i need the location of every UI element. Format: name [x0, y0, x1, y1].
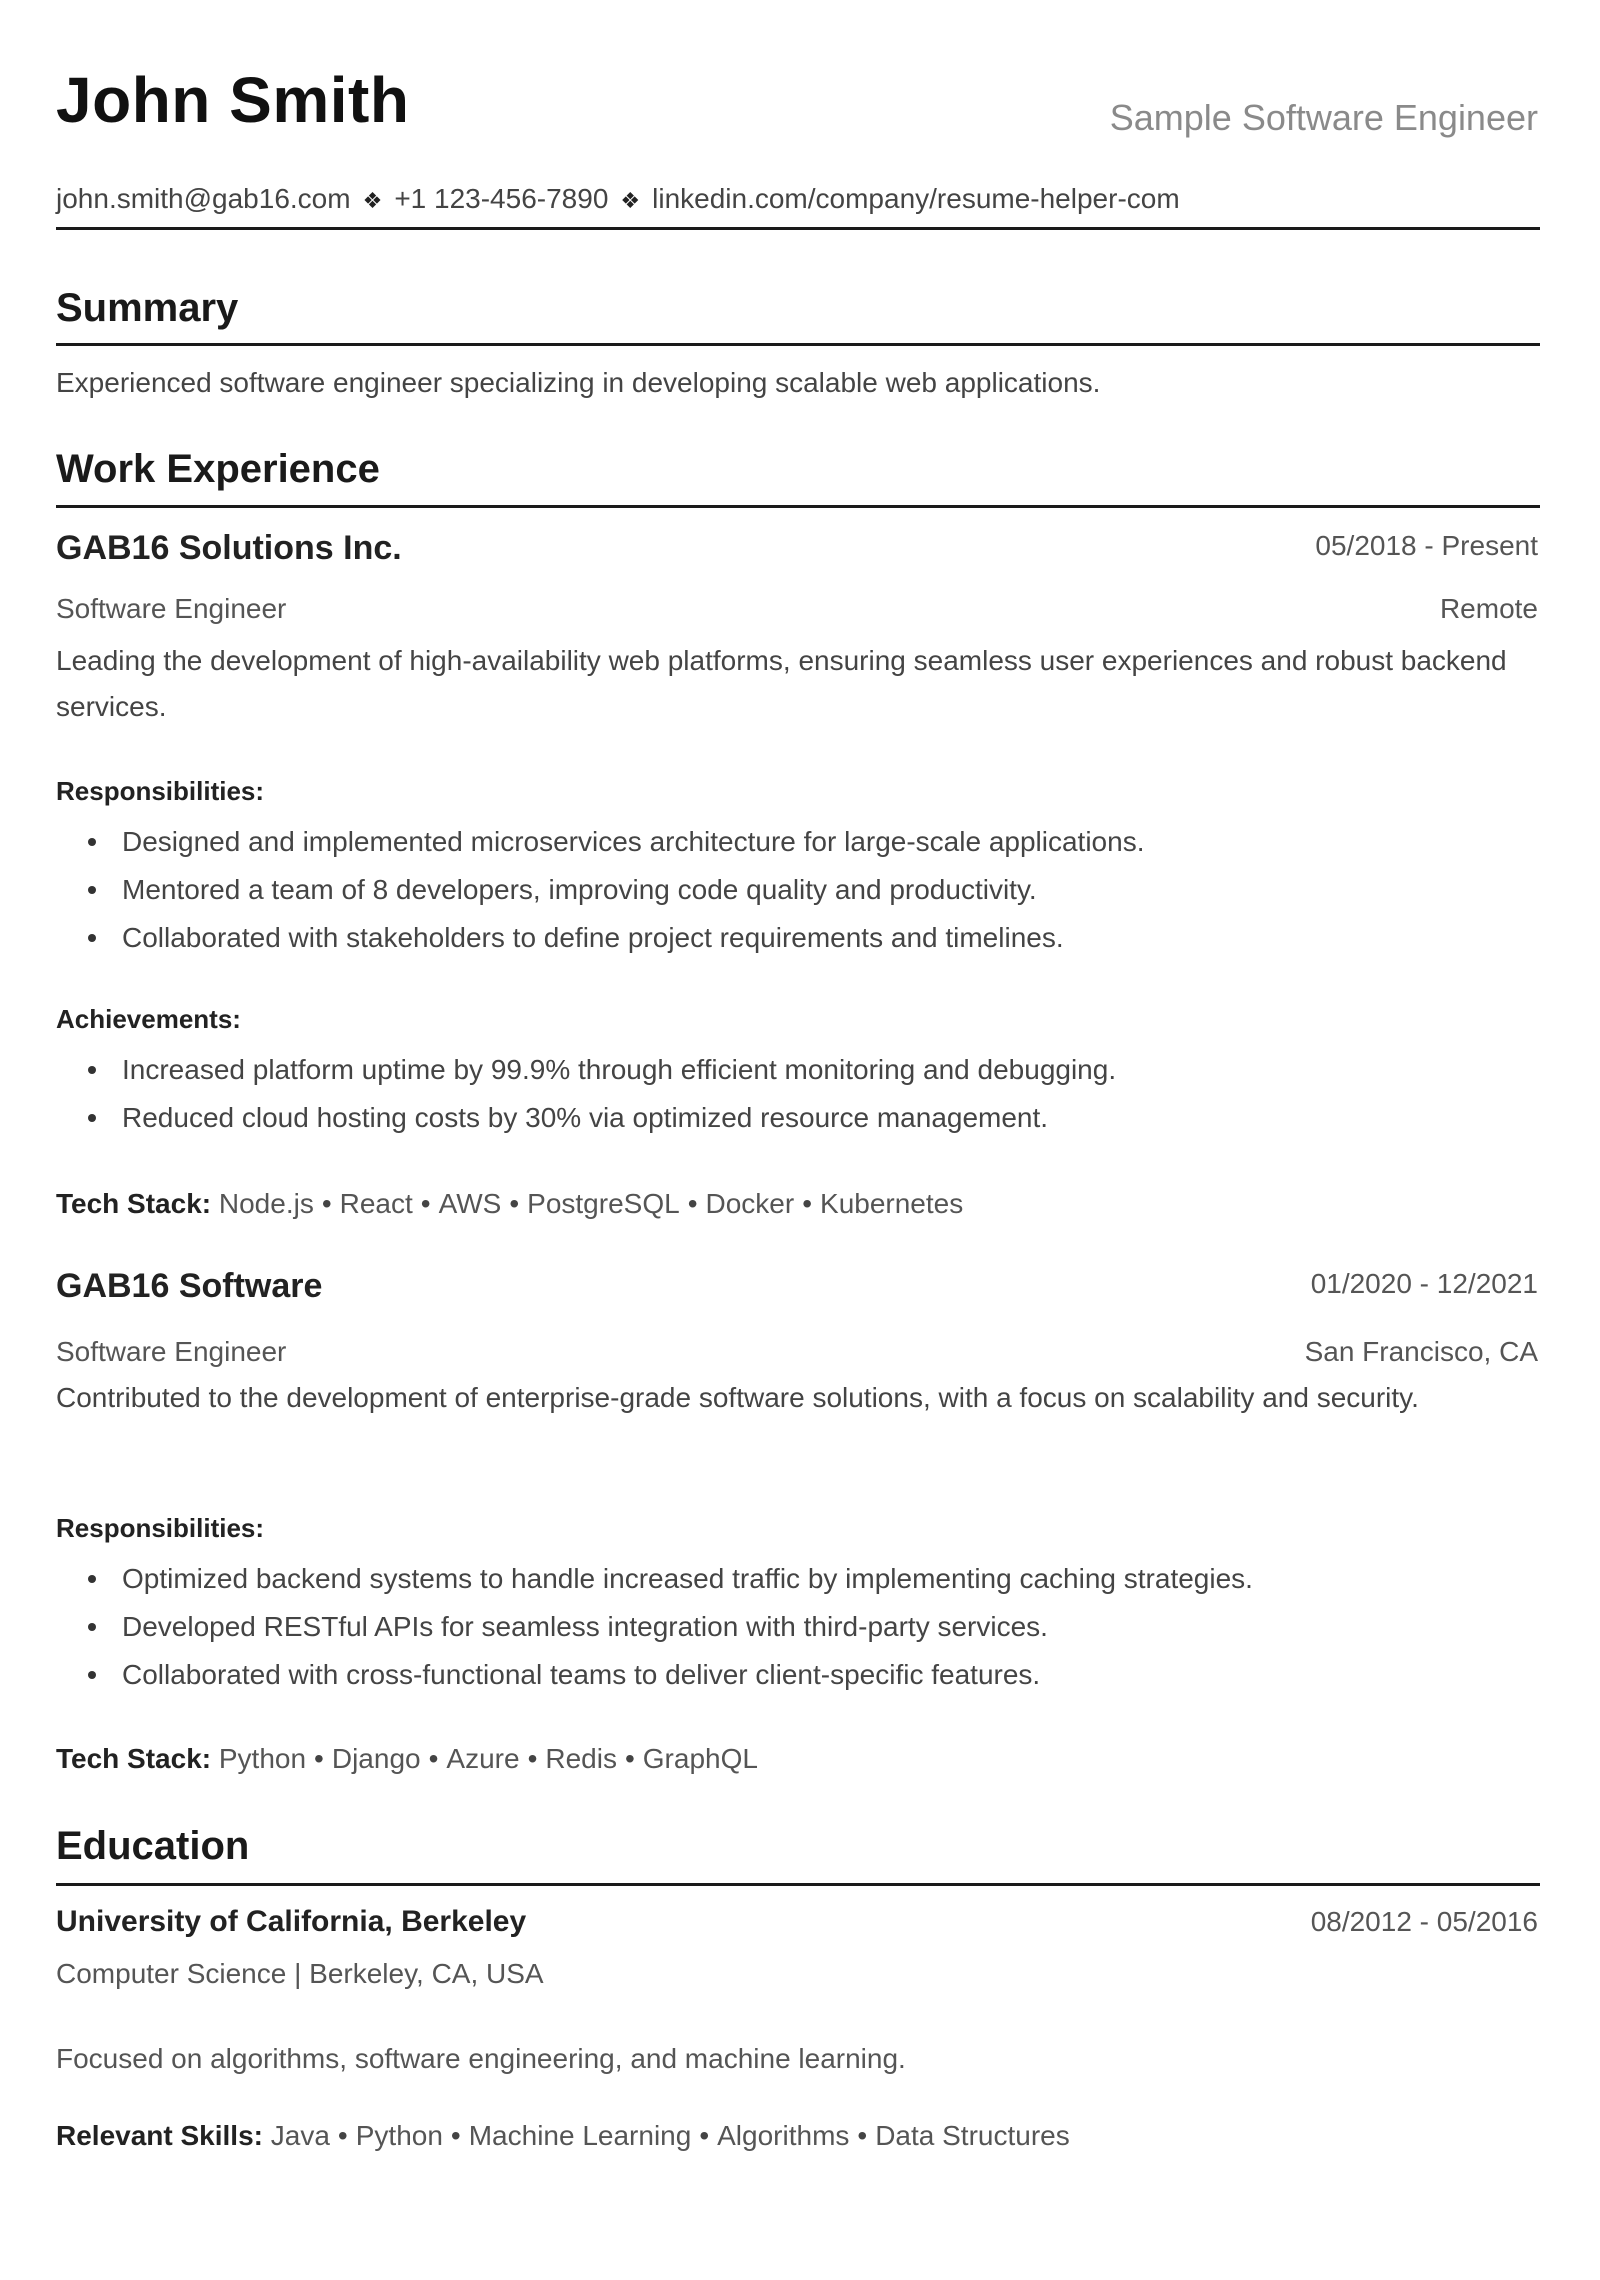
separator-icon: ❖ — [362, 188, 383, 213]
job-role: Software Engineer — [56, 1336, 287, 1367]
list-item: Reduced cloud hosting costs by 30% via optimized resource management. — [56, 1094, 1540, 1142]
job-description: Leading the development of high-availability web platforms, ensuring seamless user experiences and robust backend services. — [56, 645, 1507, 722]
job-role: Software Engineer — [56, 593, 287, 624]
education-heading: Education — [56, 1824, 250, 1868]
tech-stack: Tech Stack: Node.js • React • AWS • PostgreSQL • Docker • Kubernetes — [56, 1188, 964, 1219]
relevant-skills: Relevant Skills: Java • Python • Machine Learning • Algorithms • Data Structures — [56, 2120, 1070, 2151]
summary-heading: Summary — [56, 286, 239, 330]
list-item: Designed and implemented microservices architecture for large-scale applications. — [56, 818, 1540, 866]
tech-stack-label: Tech Stack: — [56, 1743, 212, 1774]
tech-item: Kubernetes — [820, 1188, 964, 1219]
list-item: Collaborated with stakeholders to define project requirements and timelines. — [56, 914, 1540, 962]
job-location: San Francisco, CA — [1304, 1336, 1538, 1367]
skill-item: Python — [355, 2120, 443, 2151]
list-item: Collaborated with cross-functional teams to deliver client-specific features. — [56, 1651, 1540, 1699]
separator-icon: ❖ — [620, 188, 641, 213]
responsibilities-label: Responsibilities: — [56, 776, 265, 806]
linkedin-link[interactable]: linkedin.com/company/resume-helper-com — [652, 183, 1180, 214]
education-dates: 08/2012 - 05/2016 — [1310, 1906, 1538, 1937]
list-item: Optimized backend systems to handle increased traffic by implementing caching strategies. — [56, 1555, 1540, 1603]
job-dates: 05/2018 - Present — [1315, 530, 1538, 561]
job-company: GAB16 Software — [56, 1267, 323, 1305]
tech-item: AWS — [438, 1188, 502, 1219]
tech-item: Azure — [446, 1743, 520, 1774]
tech-item: Redis — [545, 1743, 617, 1774]
contact-line — [56, 185, 1180, 213]
responsibilities-label: Responsibilities: — [56, 1513, 265, 1543]
education-detail: Computer Science | Berkeley, CA, USA — [56, 1958, 544, 1989]
tech-item: Node.js — [218, 1188, 314, 1219]
school-name: University of California, Berkeley — [56, 1905, 527, 1938]
list-item: Increased platform uptime by 99.9% through efficient monitoring and debugging. — [56, 1046, 1540, 1094]
job-dates: 01/2020 - 12/2021 — [1310, 1268, 1538, 1299]
education-focus: Focused on algorithms, software engineering, and machine learning. — [56, 2043, 906, 2074]
skill-item: Data Structures — [875, 2120, 1070, 2151]
summary-text: Experienced software engineer specializing in developing scalable web applications. — [56, 367, 1101, 398]
tech-item: GraphQL — [642, 1743, 758, 1774]
work-divider — [56, 505, 1540, 508]
phone-number: +1 123-456-7890 — [394, 183, 609, 214]
skill-item: Java — [270, 2120, 330, 2151]
skill-item: Algorithms — [717, 2120, 850, 2151]
candidate-title: Sample Software Engineer — [1109, 97, 1538, 138]
achievements-label: Achievements: — [56, 1004, 241, 1034]
job-description: Contributed to the development of enterprise-grade software solutions, with a focus on scalability and security. — [56, 1382, 1419, 1413]
tech-item: Docker — [705, 1188, 795, 1219]
tech-item: PostgreSQL — [527, 1188, 680, 1219]
tech-item: React — [339, 1188, 413, 1219]
email-link[interactable]: john.smith@gab16.com — [56, 183, 351, 214]
responsibilities-list — [56, 1555, 1540, 1699]
relevant-skills-label: Relevant Skills: — [56, 2120, 263, 2151]
candidate-name: John Smith — [56, 64, 410, 136]
job-location: Remote — [1439, 593, 1538, 624]
work-heading: Work Experience — [56, 447, 380, 491]
achievements-list — [56, 1046, 1540, 1142]
tech-stack-label: Tech Stack: — [56, 1188, 212, 1219]
summary-divider — [56, 343, 1540, 346]
tech-item: Django — [331, 1743, 421, 1774]
education-divider — [56, 1883, 1540, 1886]
header-divider — [56, 227, 1540, 230]
skill-item: Machine Learning — [468, 2120, 692, 2151]
tech-stack: Tech Stack: Python • Django • Azure • Redis • GraphQL — [56, 1743, 758, 1774]
responsibilities-list — [56, 818, 1540, 962]
job-company: GAB16 Solutions Inc. — [56, 529, 402, 567]
list-item: Mentored a team of 8 developers, improving code quality and productivity. — [56, 866, 1540, 914]
list-item: Developed RESTful APIs for seamless integration with third-party services. — [56, 1603, 1540, 1651]
tech-item: Python — [218, 1743, 307, 1774]
